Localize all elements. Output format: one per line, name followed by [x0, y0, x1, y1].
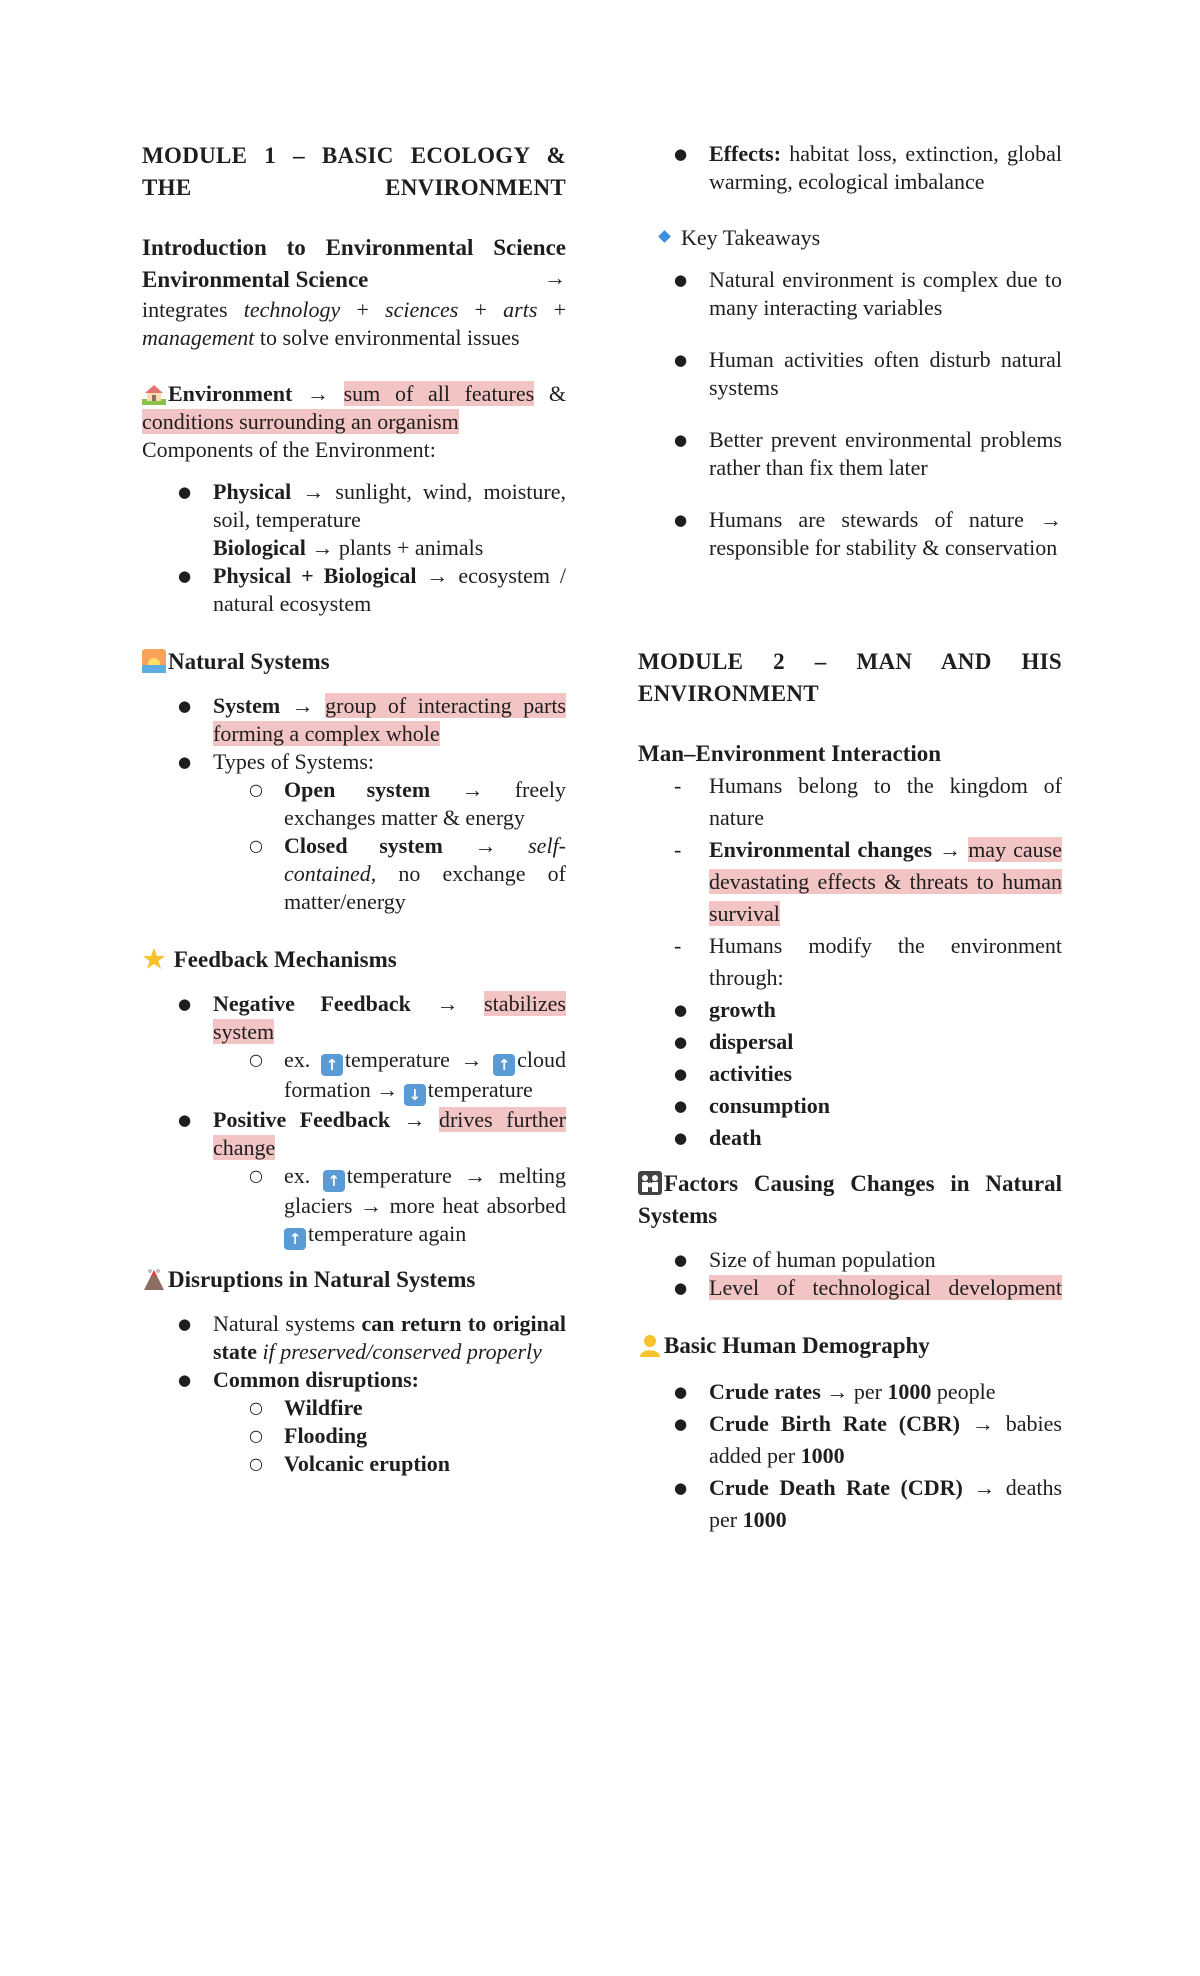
types-sublist: [142, 776, 566, 916]
positive-feedback-def-highlight: drives further change: [213, 1107, 566, 1160]
list-item: [142, 562, 566, 618]
effects-term: Effects:: [709, 141, 782, 166]
example-text: temperature →: [344, 1047, 494, 1072]
list-item: ● Better prevent environmental problems rather than fix them later: [638, 426, 1062, 482]
example-text: temperature again: [308, 1221, 467, 1246]
star-icon: [142, 947, 166, 971]
natural-systems-list: [142, 692, 566, 916]
es-term: Environmental Science: [142, 267, 369, 292]
demography-list: [638, 1376, 1062, 1536]
demography-heading: [638, 1330, 1062, 1362]
factors-list: [638, 1246, 1062, 1302]
negative-feedback-arrow: →: [410, 991, 485, 1016]
blue-diamond-icon: [658, 230, 671, 243]
list-item: [142, 990, 566, 1106]
list-item: - Humans modify the environment through:: [638, 930, 1062, 994]
list-item: ○ Volcanic eruption: [213, 1450, 566, 1478]
negative-example-list: [142, 1046, 566, 1106]
feedback-list: [142, 990, 566, 1250]
components-label: Components of the Environment:: [142, 437, 436, 462]
es-def-text: integrates: [142, 297, 244, 322]
cbr-number: 1000: [800, 1443, 845, 1468]
list-item: [213, 1162, 566, 1250]
disruptions-heading: [142, 1264, 566, 1296]
cdr-term: Crude Death Rate (CDR): [709, 1475, 963, 1500]
example-label: ex.: [284, 1047, 321, 1072]
components-list: [142, 478, 566, 618]
list-item: [142, 1106, 566, 1250]
up-arrow-icon: ↑: [323, 1170, 345, 1192]
system-def-highlight: group of interacting parts forming a complex whole: [213, 693, 566, 746]
module2-title: MODULE 2 – MAN AND HIS ENVIRONMENT: [638, 649, 1062, 706]
list-item: [142, 478, 566, 562]
list-item: ○ Flooding: [213, 1422, 566, 1450]
open-system-def: → freely exchanges matter & energy: [284, 777, 567, 830]
list-item: ● activities: [638, 1058, 1062, 1090]
component-physical-desc: → sunlight, wind, moisture, soil, temperature: [213, 479, 566, 532]
factor-highlight: Level of technological development: [709, 1275, 1062, 1300]
list-item: [213, 776, 566, 832]
negative-feedback-term: Negative Feedback: [213, 991, 411, 1016]
environment-def-highlight: sum of all features: [343, 381, 535, 406]
list-item: [638, 834, 1062, 930]
list-item: ● death: [638, 1122, 1062, 1154]
crude-rates-term: Crude rates: [709, 1379, 821, 1404]
list-item: [142, 748, 566, 916]
closed-system-arrow: →: [442, 833, 529, 858]
component-plus: +: [291, 563, 324, 588]
types-label: Types of Systems:: [213, 749, 375, 774]
common-disruptions-label: Common disruptions:: [213, 1367, 419, 1392]
component-biological-desc: → plants + animals: [305, 535, 484, 560]
example-text: temperature: [427, 1077, 533, 1102]
closed-system-def: no exchange of matter/energy: [284, 861, 566, 914]
person-icon: [638, 1333, 662, 1357]
environmental-science-definition: [142, 264, 566, 352]
environment-amp: &: [534, 381, 566, 406]
right-column: [638, 140, 1062, 1536]
up-arrow-icon: ↑: [493, 1054, 515, 1076]
es-def-arts: arts: [503, 297, 538, 322]
up-arrow-icon: ↑: [284, 1228, 306, 1250]
es-def-plus: +: [537, 297, 566, 322]
crude-rates-desc: → per: [820, 1379, 888, 1404]
environment-def-highlight: conditions surrounding an organism: [142, 409, 459, 434]
list-item: [213, 832, 566, 916]
intro-heading: Introduction to Environmental Science: [142, 235, 566, 260]
open-system-term: Open system: [284, 777, 431, 802]
cdr-desc: → deaths per: [709, 1475, 1063, 1532]
natural-systems-heading: [142, 646, 566, 678]
list-item: ● Natural environment is complex due to many interacting variables: [638, 266, 1062, 322]
list-item: ● growth: [638, 994, 1062, 1026]
family-icon: [638, 1171, 662, 1195]
es-def-plus: +: [458, 297, 504, 322]
cbr-term: Crude Birth Rate (CBR): [709, 1411, 960, 1436]
cbr-desc: → babies added per: [709, 1411, 1062, 1468]
house-garden-icon: [142, 381, 166, 405]
down-arrow-icon: ↓: [404, 1084, 426, 1106]
disruption-text: Natural systems: [213, 1311, 362, 1336]
module1-title: MODULE 1 – BASIC ECOLOGY & THE ENVIRONMENT: [142, 143, 566, 200]
component-biological: Biological: [323, 563, 417, 588]
positive-feedback-arrow: →: [390, 1107, 439, 1132]
negative-feedback-def-highlight: stabilizes system: [213, 991, 566, 1044]
es-def-text: to solve environmental issues: [254, 325, 520, 350]
list-item: ● Humans are stewards of nature → responsible for stability & conservation: [638, 506, 1062, 562]
component-physical: Physical: [213, 479, 292, 504]
takeaways-list: [638, 266, 1062, 562]
closed-system-term: Closed system: [284, 833, 443, 858]
env-changes-arrow: →: [932, 837, 969, 862]
environment-arrow: →: [292, 381, 344, 406]
takeaways-heading: [638, 224, 1062, 252]
es-def-sciences: sciences: [385, 297, 459, 322]
disruptions-heading-text: Disruptions in Natural Systems: [168, 1267, 476, 1292]
crude-rates-number: 1000: [887, 1379, 932, 1404]
es-def-management: management: [142, 325, 255, 350]
list-item: [142, 1310, 566, 1366]
volcano-icon: [142, 1267, 166, 1291]
system-term: System: [213, 693, 281, 718]
disruptions-list: [142, 1310, 566, 1478]
list-item: ● consumption: [638, 1090, 1062, 1122]
list-item: [142, 1366, 566, 1478]
list-item: [638, 1472, 1062, 1536]
cdr-number: 1000: [742, 1507, 787, 1532]
list-item: [638, 1376, 1062, 1408]
interaction-list: [638, 770, 1062, 994]
es-def-technology: technology: [243, 297, 341, 322]
effects-desc: habitat loss, extinction, global warming, ecological imbalance: [709, 141, 1062, 194]
list-item: ● dispersal: [638, 1026, 1062, 1058]
env-changes-def-highlight: may cause devastating effects & threats to human survival: [709, 837, 1062, 926]
natural-systems-heading-text: Natural Systems: [168, 649, 330, 674]
feedback-heading-text: Feedback Mechanisms: [173, 947, 397, 972]
takeaways-heading-text: Key Takeaways: [681, 225, 821, 250]
sunrise-icon: [142, 649, 166, 673]
disruption-bold: can return to original state: [213, 1311, 566, 1364]
demography-heading-text: Basic Human Demography: [664, 1333, 930, 1358]
positive-example-list: [142, 1162, 566, 1250]
left-column: [142, 140, 566, 1478]
list-item: [638, 1408, 1062, 1472]
list-item: [638, 1274, 1062, 1302]
es-term-line: [142, 264, 566, 296]
list-item: [638, 140, 1062, 196]
component-ecosystem-desc: → ecosystem / natural ecosystem: [213, 563, 566, 616]
closed-system-italic: self-contained,: [284, 833, 567, 886]
env-changes-term: Environmental changes: [709, 837, 933, 862]
example-text: cloud formation →: [284, 1047, 566, 1102]
list-item: [142, 692, 566, 748]
factors-heading-text: Factors Causing Changes in Natural Systems: [638, 1171, 1062, 1228]
list-item: ○ Wildfire: [213, 1394, 566, 1422]
example-label: ex.: [284, 1163, 323, 1188]
list-item: ● Human activities often disturb natural systems: [638, 346, 1062, 402]
component-biological: Biological: [213, 535, 306, 560]
modify-list: [638, 994, 1062, 1154]
disruption-italic: if preserved/conserved properly: [256, 1339, 542, 1364]
common-disruptions-sublist: [142, 1394, 566, 1478]
es-def-plus: +: [340, 297, 386, 322]
environment-definition: [142, 380, 566, 436]
effects-list: [638, 140, 1062, 196]
es-arrow: →: [544, 265, 566, 290]
list-item: [213, 1046, 566, 1106]
list-item: ● Size of human population: [638, 1246, 1062, 1274]
environment-term: Environment: [168, 381, 293, 406]
feedback-heading: [142, 944, 566, 976]
crude-rates-end: people: [931, 1379, 996, 1404]
up-arrow-icon: ↑: [321, 1054, 343, 1076]
system-arrow: →: [280, 693, 326, 718]
component-physical: Physical: [213, 563, 292, 588]
factors-heading: [638, 1168, 1062, 1232]
list-item: - Humans belong to the kingdom of nature: [638, 770, 1062, 834]
example-text: temperature → melting glaciers → more heat absorbed: [284, 1163, 567, 1218]
positive-feedback-term: Positive Feedback: [213, 1107, 391, 1132]
interaction-heading: Man–Environment Interaction: [638, 741, 942, 766]
